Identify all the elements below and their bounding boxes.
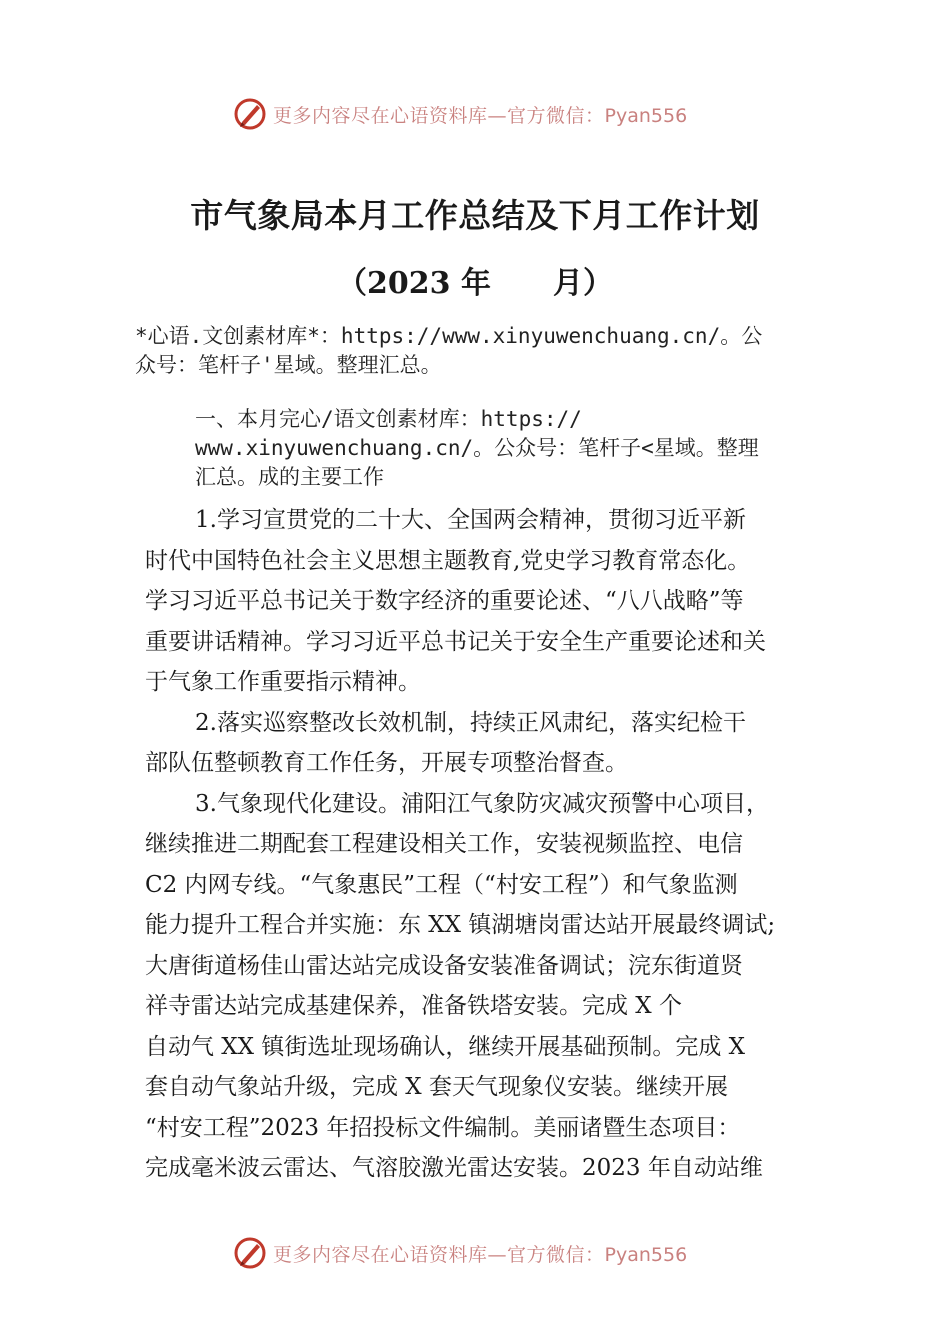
paragraph-line: “村安工程”2023 年招投标文件编制。美丽诸暨生态项目： (145, 1114, 741, 1141)
pen-logo-icon (233, 97, 267, 131)
section-line: 汇总。成的主要工作 (195, 465, 384, 489)
paragraph-line: C2 内网专线。“气象惠民”工程（“村安工程”）和气象监测 (145, 871, 738, 898)
watermark-text: 更多内容尽在心语资料库—官方微信：Pyan556 (273, 104, 688, 127)
paragraph-line: 完成毫米波云雷达、气溶胶激光雷达安装。2023 年自动站维 (145, 1155, 763, 1181)
paragraph-line: 祥寺雷达站完成基建保养，准备铁塔安装。完成 X 个 (145, 993, 682, 1019)
section-line: www.xinyuwenchuang.cn/。公众号：笔杆子<星域。整理 (195, 436, 759, 460)
note-line: 众号：笔杆子'星域。整理汇总。 (135, 353, 442, 377)
paragraph-line: 3.气象现代化建设。浦阳江气象防灾减灾预警中心项目， (195, 790, 769, 817)
paragraph-line: 套自动气象站升级，完成 X 套天气现象仪安装。继续开展 (145, 1074, 728, 1100)
watermark-text: 更多内容尽在心语资料库—官方微信：Pyan556 (273, 1243, 688, 1266)
paragraph-line: 于气象工作重要指示精神。 (145, 669, 421, 695)
pen-logo-icon (233, 1236, 267, 1270)
paragraph-line: 能力提升工程合并实施：东 XX 镇湖塘岗雷达站开展最终调试; (145, 912, 776, 938)
section-heading (195, 405, 825, 492)
note-line: *心语.文创素材库*：https://www.xinyuwenchuang.cn/。公 (135, 324, 763, 348)
paragraph-line: 继续推进二期配套工程建设相关工作，安装视频监控、电信 (145, 831, 743, 857)
section-line: 一、本月完心/语文创素材库：https:// (195, 407, 582, 431)
paragraph-2 (145, 703, 825, 784)
source-note (135, 322, 825, 380)
paragraph-line: 自动气 XX 镇街选址现场确认，继续开展基础预制。完成 X (145, 1033, 746, 1060)
paragraph-line: 时代中国特色社会主义思想主题教育,党史学习教育常态化。 (145, 547, 751, 574)
paragraph-line: 重要讲话精神。学习习近平总书记关于安全生产重要论述和关 (145, 628, 766, 655)
paragraph-3 (145, 784, 825, 1189)
document-title: 市气象局本月工作总结及下月工作计划 (190, 196, 760, 235)
paragraph-line: 部队伍整顿教育工作任务，开展专项整治督查。 (145, 750, 628, 776)
paragraph-line: 学习习近平总书记关于数字经济的重要论述、“八八战略”等 (145, 588, 744, 614)
watermark-banner-bottom (0, 1233, 950, 1273)
paragraph-line: 大唐街道杨佳山雷达站完成设备安装准备调试；浣东街道贤 (145, 952, 743, 979)
paragraph-line: 2.落实巡察整改长效机制，持续正风肃纪，落实纪检干 (195, 709, 746, 736)
document-subtitle: （2023 年 月） (337, 266, 613, 301)
paragraph-line: 1.学习宣贯党的二十大、全国两会精神，贯彻习近平新 (195, 507, 746, 533)
paragraph-1 (145, 500, 825, 703)
document-body (145, 500, 825, 1189)
watermark-banner-top (0, 94, 950, 134)
